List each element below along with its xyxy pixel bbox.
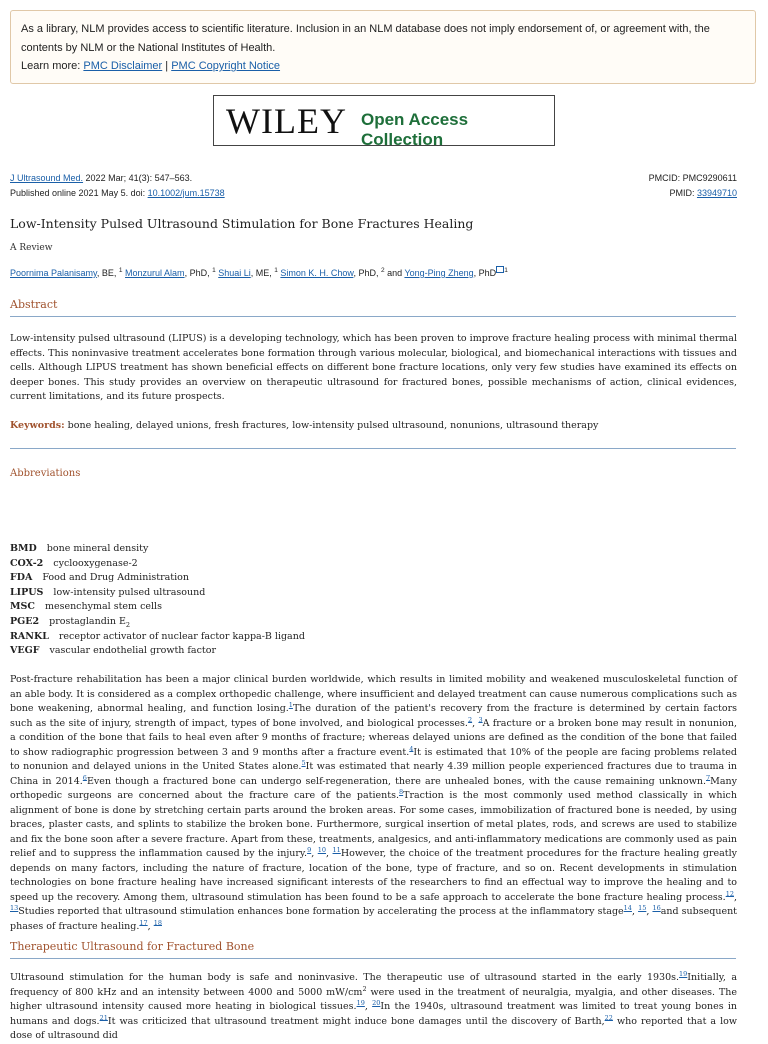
- citation-link[interactable]: 20: [372, 998, 381, 1007]
- citation-link[interactable]: 14: [623, 903, 632, 912]
- journal-link[interactable]: J Ultrasound Med.: [10, 173, 84, 183]
- citation-link[interactable]: 2: [467, 715, 473, 724]
- article-subtitle: A Review: [10, 243, 53, 253]
- disclaimer-text: As a library, NLM provides access to scientific literature. Inclusion in an NLM database does not imply endorsement of, or agreement with, the contents by NLM or the National Institutes of Health.: [21, 23, 710, 54]
- author-degree: , PhD,: [353, 268, 381, 278]
- abbreviation-term: LIPUS: [10, 586, 44, 598]
- abbreviation-item: [10, 571, 305, 586]
- abstract-heading: Abstract: [10, 298, 58, 311]
- open-access-collection-label: Open Access Collection: [361, 110, 469, 149]
- author-name[interactable]: Yong-Ping Zheng: [404, 268, 474, 278]
- author-affiliation: 1: [212, 267, 216, 274]
- citation-link[interactable]: 18: [153, 918, 162, 927]
- citation-link[interactable]: 21: [99, 1013, 108, 1022]
- abbreviation-item: [10, 542, 305, 557]
- wiley-wordmark: WILEY: [226, 101, 347, 141]
- abstract-text: Low-intensity pulsed ultrasound (LIPUS) is a developing technology, which has been proven to improve fracture healing process with minimal thermal effects. This noninvasive treatment accelerates bone formation through various molecular, biological, and biomechanical interactions with tissues and cells. Although LIPUS treatment has shown beneficial effects on different bone fracture locations, only very few studies have examined its effects on deeper bones. This study provides an overview on therapeutic ultrasound for fractured bones, possible mechanisms of action, clinical evidences, current limitations, and its future prospects.: [10, 333, 737, 402]
- section-divider: [10, 958, 736, 959]
- author-name[interactable]: Monzurul Alam: [125, 268, 185, 278]
- keywords-text: bone healing, delayed unions, fresh fractures, low-intensity pulsed ultrasound, nonunions, ultrasound therapy: [64, 420, 599, 431]
- abbreviation-definition: mesenchymal stem cells: [44, 601, 162, 613]
- abbreviation-definition: cyclooxygenase-2: [53, 557, 138, 569]
- abbreviation-term: VEGF: [10, 645, 40, 657]
- author-affiliation: 1: [504, 267, 508, 274]
- citation-link[interactable]: 12: [725, 889, 734, 898]
- abbreviation-definition: receptor activator of nuclear factor kappa-B ligand: [58, 630, 305, 642]
- citation-link[interactable]: 9: [307, 845, 312, 854]
- section-divider: [10, 448, 736, 449]
- abbreviation-definition: low-intensity pulsed ultrasound: [53, 586, 206, 598]
- email-icon[interactable]: [496, 266, 504, 273]
- author-name[interactable]: Simon K. H. Chow: [280, 268, 354, 278]
- author-degree: , BE,: [96, 268, 119, 278]
- doi-link[interactable]: 10.1002/jum.15738: [147, 187, 225, 198]
- abbreviation-term: FDA: [10, 572, 33, 584]
- author-affiliation: 2: [380, 267, 385, 274]
- abbreviation-definition: vascular endothelial growth factor: [49, 645, 216, 657]
- abbreviation-term: MSC: [10, 601, 35, 613]
- therapeutic-ultrasound-heading: Therapeutic Ultrasound for Fractured Bone: [10, 940, 255, 953]
- abbreviations-heading: Abbreviations: [10, 468, 81, 479]
- citation-link[interactable]: 6: [82, 773, 87, 782]
- citation-link[interactable]: 4: [409, 744, 414, 753]
- keywords-label: Keywords:: [10, 420, 65, 431]
- pmid-label: PMID:: [669, 187, 697, 198]
- link-separator: |: [165, 60, 169, 72]
- author-affiliation: 1: [274, 267, 278, 274]
- author-list: [10, 266, 750, 280]
- learn-more-label: Learn more:: [21, 60, 81, 72]
- citation-link[interactable]: 22: [604, 1013, 613, 1022]
- therapeutic-ultrasound-paragraph: Ultrasound stimulation for the human body is safe and noninvasive. The therapeutic use of ultrasound started in the early 1930s.$^{19}$Initially, a frequency of 800 kHz and an intensity between 4000 and 5000 $mW/cm^2$ were used in the treatment of neuralgia, myalgia, and other diseases. The higher ultrasound intensity caused more heating in biological tissues.$^{19}$, $^{20}$In the 1940s, ultrasound treatment was limited to treat young bones in humans and dogs.$^{21}$It was criticized that ultrasound treatment might induce bone damages until the discovery of Barth,$^{22}$ who reported that a low dose of ultrasound did: [10, 969, 737, 1041]
- pmcid: PMCID: PMC9290611: [648, 173, 737, 183]
- abbreviation-term: PGE2: [10, 615, 40, 627]
- wiley-open-access-logo[interactable]: [213, 95, 555, 149]
- abbreviation-term: BMD: [10, 543, 37, 554]
- abbreviation-definition: Food and Drug Administration: [42, 572, 189, 584]
- citation-link[interactable]: 15: [638, 903, 647, 912]
- author-name[interactable]: Poornima Palanisamy: [10, 268, 97, 278]
- citation-link[interactable]: 19: [356, 998, 365, 1007]
- abbreviation-item: [10, 557, 305, 572]
- citation-link[interactable]: 10: [317, 845, 327, 854]
- superscript: 2: [362, 984, 367, 993]
- pmid: [669, 186, 737, 201]
- abbreviation-term: COX-2: [10, 557, 44, 569]
- article-title: Low-Intensity Pulsed Ultrasound Stimulation for Bone Fractures Healing: [10, 216, 474, 231]
- citation-link[interactable]: 16: [652, 903, 661, 912]
- author-name[interactable]: Shuai Li: [218, 268, 251, 278]
- citation-link[interactable]: 19: [679, 969, 688, 978]
- abbreviation-item: [10, 586, 305, 601]
- citation-link[interactable]: 7: [705, 773, 711, 782]
- citation-link[interactable]: 17: [139, 918, 148, 927]
- abbreviation-item: [10, 630, 305, 645]
- published-online: Published online 2021 May 5. doi:: [10, 187, 148, 198]
- introduction-paragraph: Post-fracture rehabilitation has been a major clinical burden worldwide, which results in limited mobility and weakened musculoskeletal function of an able body. It is considered as a complex orthopedic challenge, where insufficient and delayed treatment can cause numerous complications such as bone weakening, abnormal healing, and function losing.$^1$The duration of the patient's recovery from the fracture is determined by certain factors such as the site of injury, strength of impact, types of bone involved, and biological processes.$^2$, $^3$A fracture or a broken bone may result in nonunion, a condition of the bone that fails to heal even after 9 months of fracture; whereas delayed unions are defined as the condition of the bone that failed to show radiographic progression between 3 and 9 months after a fracture event.$^4$It is estimated that 10% of the people are facing problems related to nonunion and delayed unions in the United States alone.$^5$It was estimated that nearly 4.39 million people experienced fractures due to trauma in China in 2014.$^6$Even though a fractured bone can undergo self-regeneration, there are unhealed bones, with the cause remaining unknown.$^7$Many orthopedic surgeons are concerned about the fracture care of the patients.$^8$Traction is the most commonly used method classically in which alignment of bone is done by stretching certain parts around the broken areas. For some cases, immobilization of fractured bone is needed, by using braces, plaster casts, and splints to stabilize the broken bone. Furthermore, surgical insertion of metal plates, rods, and screws are used to stabilize and fix the bone soon after a severe fracture. Apart from these, treatments, analgesics, and anti-inflammatory medications are commonly used as pain relief and to suppress the inflammation caused by the injury.$^9$, $^{10}$, $^{11}$However, the choice of the treatment procedures for the fracture healing greatly depends on many factors, including the nature of fracture, location of the bone, type of fracture, and so on. Recent developments in stimulation technologies on bone fracture healing have increased significant interests of the researchers to find an effectual way to improve the healing and to speed up the recovery. Among them, ultrasound stimulation has been found to be a safe approach to accelerate the bone fracture healing process.$^{12}$, $^{13}$Studies reported that ultrasound stimulation enhances bone formation by accelerating the process at the inflammatory stage$^{14}$, $^{15}$, $^{16}$and subsequent phases of fracture healing.$^{17}$, $^{18}$: [10, 674, 738, 932]
- abbreviation-item: [10, 644, 305, 659]
- citation-details: 2022 Mar; 41(3): 547–563.: [83, 173, 193, 183]
- section-divider: [10, 316, 736, 317]
- pmc-disclaimer-link[interactable]: PMC Disclaimer: [83, 60, 163, 72]
- pmc-copyright-link[interactable]: PMC Copyright Notice: [171, 60, 281, 72]
- citation-block: [10, 171, 737, 200]
- citation-link[interactable]: 1: [288, 700, 293, 709]
- abbreviation-item: [10, 615, 305, 630]
- author-degree: , PhD: [473, 268, 497, 278]
- authors-conjunction: and: [384, 268, 405, 278]
- pmid-link[interactable]: 33949710: [696, 187, 737, 198]
- abbreviation-item: [10, 600, 305, 615]
- author-degree: , ME,: [250, 268, 275, 278]
- abbreviation-definition: bone mineral density: [46, 543, 149, 554]
- citation-link[interactable]: 3: [478, 715, 483, 724]
- disclaimer-links: [21, 57, 745, 76]
- citation-link[interactable]: 11: [332, 845, 341, 854]
- citation-link[interactable]: 13: [10, 903, 19, 912]
- keywords: [10, 419, 598, 433]
- citation-link[interactable]: 5: [301, 758, 306, 767]
- abbreviations-list: [10, 542, 305, 659]
- author-affiliation: 1: [118, 267, 123, 274]
- author-degree: , PhD,: [184, 268, 213, 278]
- nlm-disclaimer-box: [10, 10, 756, 84]
- citation-link[interactable]: 8: [398, 787, 404, 796]
- abbreviation-term: RANKL: [10, 630, 49, 642]
- abbreviation-subscript: 2: [125, 620, 131, 629]
- abbreviation-definition: prostaglandin E: [49, 615, 126, 627]
